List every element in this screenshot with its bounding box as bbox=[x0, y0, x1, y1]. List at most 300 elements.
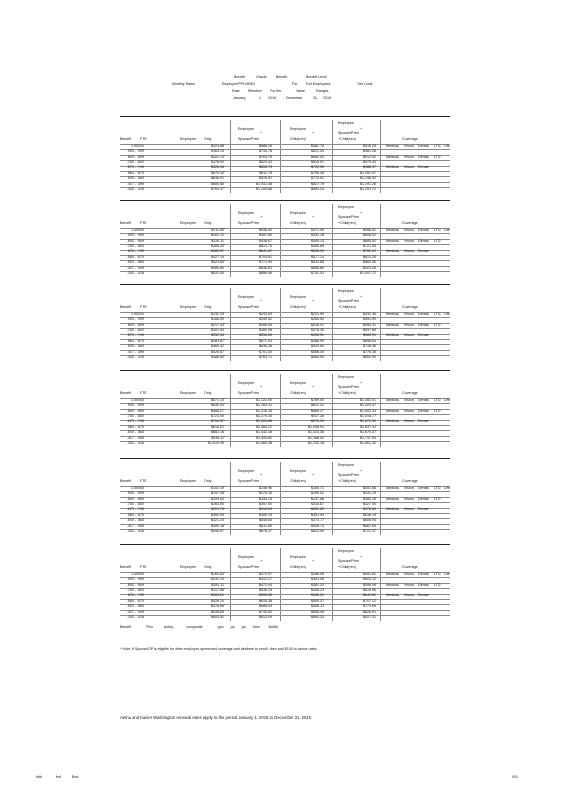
employee-spouse-rate: $571.53 bbox=[259, 338, 272, 343]
fte-range: 1.00000 bbox=[131, 311, 144, 316]
header-line3-e: Ranges bbox=[316, 89, 329, 93]
table-row bbox=[120, 323, 450, 328]
employee-only-rate: $764.57 bbox=[211, 419, 224, 424]
spouse-label-mid: + bbox=[260, 559, 263, 563]
table-row bbox=[120, 339, 450, 344]
employee-family-rate: $860.50 bbox=[363, 260, 376, 265]
employee-child-rate: $616.91 bbox=[311, 159, 324, 164]
employee-only-rate: $426.10 bbox=[211, 598, 224, 603]
coverage-item: Dental, bbox=[418, 408, 430, 413]
employee-family-rate: $1,051.57 bbox=[360, 170, 376, 175]
employee-child-rate: $789.00 bbox=[311, 397, 324, 402]
child-label-bot: Child(ren) bbox=[290, 479, 306, 483]
employee-family-rate: $667.69 bbox=[363, 523, 376, 528]
employee-family-rate: $476.66 bbox=[363, 507, 376, 512]
employee-spouse-rate: $836.61 bbox=[259, 265, 272, 270]
fte-range: .330 - .416 bbox=[126, 354, 144, 359]
rate-block bbox=[120, 200, 450, 279]
employee-family-rate: $491.62 bbox=[363, 571, 376, 576]
child-label-mid: + bbox=[312, 473, 315, 477]
employee-only-rate: $571.10 bbox=[211, 397, 224, 402]
block-top-rule bbox=[120, 284, 450, 285]
employee-child-rate: $316.67 bbox=[311, 501, 324, 506]
employee-family-rate: $606.02 bbox=[363, 233, 376, 238]
employee-only-label-top: Employee bbox=[180, 391, 196, 395]
employee-only-rate: $157.08 bbox=[211, 491, 224, 496]
coverage-item: Medical, bbox=[386, 507, 400, 512]
fte-range: 1.00000 bbox=[131, 397, 144, 402]
employee-family-rate: $852.90 bbox=[363, 354, 376, 359]
table-row bbox=[120, 588, 450, 593]
start-year: 2016 bbox=[268, 96, 276, 100]
family-label-mid: + bbox=[360, 295, 363, 299]
child-label-bot: Child(ren) bbox=[290, 565, 306, 569]
coverage-item: LTD bbox=[434, 238, 441, 243]
end-month: December bbox=[286, 96, 303, 100]
coverage-item: Medical, bbox=[386, 496, 400, 501]
child-label-mid: + bbox=[312, 299, 315, 303]
family-label-top: Employee bbox=[338, 289, 354, 293]
employee-child-rate: $889.27 bbox=[311, 408, 324, 413]
employee-spouse-rate: $536.00 bbox=[259, 227, 272, 232]
fte-range: .417 - .499 bbox=[126, 609, 144, 614]
fte-range: .584 - .670 bbox=[126, 424, 144, 429]
coverage-item: LTD, bbox=[434, 571, 442, 576]
header-line3-a: Rate bbox=[232, 89, 240, 93]
table-row bbox=[120, 529, 450, 534]
table-row bbox=[120, 610, 450, 615]
table-row bbox=[120, 182, 450, 187]
employee-only-rate: $478.66 bbox=[211, 604, 224, 609]
employee-family-rate: $331.19 bbox=[363, 491, 376, 496]
employee-only-rate: $162.63 bbox=[211, 571, 224, 576]
employee-spouse-rate: $1,493.82 bbox=[256, 435, 272, 440]
coverage-item: Medical, bbox=[386, 571, 400, 576]
table-row bbox=[120, 160, 450, 165]
table-row bbox=[120, 355, 450, 360]
block-top-rule bbox=[120, 544, 450, 545]
employee-spouse-rate: $686.03 bbox=[259, 604, 272, 609]
employee-only-rate: $570.10 bbox=[211, 170, 224, 175]
employee-child-rate: $237.86 bbox=[311, 496, 324, 501]
table-row bbox=[120, 239, 450, 244]
coverage-item: Vision, bbox=[404, 154, 415, 159]
fte-range: .670 - .749 bbox=[126, 165, 144, 170]
table-row bbox=[120, 420, 450, 425]
coverage-item: Medical, bbox=[386, 593, 400, 598]
employee-spouse-rate: $398.59 bbox=[259, 322, 272, 327]
employee-family-rate: $536.19 bbox=[363, 512, 376, 517]
coverage-item: Vision, bbox=[404, 165, 415, 170]
coverage-item: Vision, bbox=[404, 397, 415, 402]
fte-range: .800 - .899 bbox=[126, 408, 144, 413]
employee-spouse-rate: $833.79 bbox=[259, 165, 272, 170]
employee-spouse-rate: $373.97 bbox=[259, 571, 272, 576]
coverage-item: Dental, bbox=[418, 227, 430, 232]
fte-range: .800 - .899 bbox=[126, 154, 144, 159]
employee-spouse-rate: $886.59 bbox=[259, 270, 272, 275]
header-line3-d: Value bbox=[296, 89, 305, 93]
footer-left3: Bnd bbox=[72, 775, 79, 779]
footer-left2: fed bbox=[56, 775, 61, 779]
coverage-item: LTD bbox=[434, 322, 441, 327]
coverage-item: Medical, bbox=[386, 311, 400, 316]
spouse-label-bot: Spouse/Prtnr bbox=[238, 305, 259, 309]
employee-only-rate: $383.67 bbox=[211, 338, 224, 343]
coverage-item: Dental bbox=[418, 333, 429, 338]
footer-left1: hbb bbox=[36, 775, 42, 779]
employee-child-rate: $361.33 bbox=[311, 582, 324, 587]
coverage-item: Medical, bbox=[386, 333, 400, 338]
coverage-item: Life bbox=[444, 571, 450, 576]
coverage-item: Life bbox=[444, 311, 450, 316]
employee-only-rate: $232.10 bbox=[211, 577, 224, 582]
child-label-mid: + bbox=[312, 131, 315, 135]
coverage-item: Medical, bbox=[386, 154, 400, 159]
legend-t7: pp bbox=[241, 625, 246, 629]
employee-child-rate: $231.90 bbox=[311, 311, 324, 316]
coverage-item: Vision, bbox=[404, 408, 415, 413]
employee-child-rate: $1,168.02 bbox=[308, 435, 324, 440]
spouse-label-mid: + bbox=[260, 131, 263, 135]
employee-child-rate: $893.24 bbox=[311, 186, 324, 191]
employee-spouse-rate: $636.38 bbox=[259, 344, 272, 349]
employee-only-rate: $523.60 bbox=[211, 260, 224, 265]
legend-t4: composite bbox=[186, 625, 203, 629]
employee-child-rate: $556.13 bbox=[311, 604, 324, 609]
fte-range: .330 - .416 bbox=[126, 528, 144, 533]
child-label-mid: + bbox=[312, 215, 315, 219]
spouse-label-top: Employee bbox=[238, 127, 254, 131]
fte-label: Benefit bbox=[120, 565, 132, 569]
child-label-bot: Child(ren) bbox=[290, 221, 306, 225]
table-row bbox=[120, 228, 450, 233]
fte-range: .500 - .583 bbox=[126, 518, 144, 523]
table-row bbox=[120, 312, 450, 317]
family-label-bot: Spouse/Prtnr bbox=[338, 385, 359, 389]
coverage-item: Vision, bbox=[404, 593, 415, 598]
employee-family-rate: $718.36 bbox=[363, 344, 376, 349]
coverage-item: Medical, bbox=[386, 143, 400, 148]
employee-only-rate: $816.01 bbox=[211, 424, 224, 429]
spouse-label-top: Employee bbox=[238, 469, 254, 473]
employee-child-rate: $796.38 bbox=[311, 170, 324, 175]
coverage-item: Dental, bbox=[418, 582, 430, 587]
child-label-top: Employee bbox=[290, 211, 306, 215]
coverage-item: Medical, bbox=[386, 227, 400, 232]
employee-child-rate: $265.50 bbox=[311, 317, 324, 322]
employee-only-rate: $723.00 bbox=[211, 413, 224, 418]
spouse-label-bot: Spouse/Prtnr bbox=[238, 137, 259, 141]
table-row bbox=[120, 486, 450, 491]
family-label-bot2: +Child(ren) bbox=[338, 479, 356, 483]
employee-only-rate: $262.10 bbox=[211, 233, 224, 238]
fte-range: .500 - .583 bbox=[126, 176, 144, 181]
coverage-label: Coverage bbox=[402, 221, 418, 225]
child-label-top: Employee bbox=[290, 555, 306, 559]
employee-family-rate: $975.43 bbox=[363, 159, 376, 164]
employee-family-rate: $643.60 bbox=[363, 593, 376, 598]
table-row bbox=[120, 328, 450, 333]
coverage-item: Medical, bbox=[386, 238, 400, 243]
coverage-item: Vision, bbox=[404, 485, 415, 490]
start-month: January bbox=[233, 96, 246, 100]
table-row bbox=[120, 334, 450, 339]
fte-label: Benefit bbox=[120, 221, 132, 225]
family-label-bot2: +Child(ren) bbox=[338, 221, 356, 225]
employee-family-rate: $1,737.53 bbox=[360, 435, 376, 440]
fte-label: Benefit bbox=[120, 391, 132, 395]
end-year: 2016 bbox=[323, 96, 331, 100]
fte-label: Benefit bbox=[120, 479, 132, 483]
employee-child-rate: $436.91 bbox=[311, 333, 324, 338]
employee-only-rate: $326.11 bbox=[211, 238, 224, 243]
employee-family-rate: $615.96 bbox=[363, 587, 376, 592]
employee-family-rate: $826.91 bbox=[363, 609, 376, 614]
employee-spouse-rate: $293.09 bbox=[259, 311, 272, 316]
block-top-rule bbox=[120, 200, 450, 201]
employee-family-rate: $923.26 bbox=[363, 265, 376, 270]
coverage-label: Coverage bbox=[402, 305, 418, 309]
employee-child-rate: $401.94 bbox=[311, 512, 324, 517]
legend-line bbox=[120, 626, 278, 630]
fte-label: Benefit bbox=[120, 305, 132, 309]
employee-only-rate: $546.67 bbox=[211, 528, 224, 533]
coverage-item: Vision, bbox=[404, 143, 415, 148]
pct-label: FTE bbox=[140, 221, 147, 225]
spouse-label-top: Employee bbox=[238, 295, 254, 299]
child-label-bot: Child(ren) bbox=[290, 305, 306, 309]
spouse-label-mid: + bbox=[260, 385, 263, 389]
family-label-bot2: +Child(ren) bbox=[338, 305, 356, 309]
employee-spouse-rate: $334.15 bbox=[259, 496, 272, 501]
fte-range: .800 - .899 bbox=[126, 582, 144, 587]
fte-range: .584 - .670 bbox=[126, 512, 144, 517]
fte-range: .584 - .670 bbox=[126, 170, 144, 175]
employee-child-rate: $577.14 bbox=[311, 254, 324, 259]
table-row bbox=[120, 187, 450, 192]
fte-range: .800 - .899 bbox=[126, 322, 144, 327]
employee-child-rate: $378.30 bbox=[311, 327, 324, 332]
table-row bbox=[120, 149, 450, 154]
table-row bbox=[120, 508, 450, 513]
block-top-rule bbox=[120, 116, 450, 117]
fte-range: .800 - .899 bbox=[126, 496, 144, 501]
coverage-label: Coverage bbox=[402, 479, 418, 483]
employee-child-rate: $606.06 bbox=[311, 609, 324, 614]
table-row bbox=[120, 518, 450, 523]
coverage-item: LTD bbox=[434, 408, 441, 413]
employee-family-rate: $773.69 bbox=[363, 604, 376, 609]
employee-child-rate: $303.96 bbox=[311, 577, 324, 582]
employee-spouse-rate: $616.38 bbox=[259, 598, 272, 603]
employee-child-rate: $409.13 bbox=[311, 238, 324, 243]
family-label-top: Employee bbox=[338, 463, 354, 467]
employee-spouse-rate: $1,432.36 bbox=[256, 430, 272, 435]
coverage-item: Dental bbox=[418, 593, 429, 598]
employee-family-rate: $813.26 bbox=[363, 254, 376, 259]
spouse-label-mid: + bbox=[260, 473, 263, 477]
fte-range: .417 - .499 bbox=[126, 181, 144, 186]
table-row bbox=[120, 604, 450, 609]
employee-spouse-rate: $397.00 bbox=[259, 501, 272, 506]
employee-family-rate: $927.31 bbox=[363, 614, 376, 619]
legend-t6: pp bbox=[230, 625, 235, 629]
employee-child-rate: $660.90 bbox=[311, 354, 324, 359]
coverage-item: Medical, bbox=[386, 397, 400, 402]
employee-only-rate: $882.16 bbox=[211, 430, 224, 435]
employee-family-rate: $656.64 bbox=[363, 338, 376, 343]
employee-spouse-rate: $1,122.00 bbox=[256, 397, 272, 402]
legend-t8: hmo bbox=[252, 625, 260, 629]
fte-range: .584 - .670 bbox=[126, 338, 144, 343]
employee-only-rate: $301.76 bbox=[211, 507, 224, 512]
employee-only-rate: $301.50 bbox=[211, 327, 224, 332]
employee-child-rate: $976.99 bbox=[311, 419, 324, 424]
table-row bbox=[120, 244, 450, 249]
fte-label: Benefit bbox=[120, 137, 132, 141]
coverage-item: Dental bbox=[418, 249, 429, 254]
fte-range: .750 - .800 bbox=[126, 327, 144, 332]
employee-family-rate: $605.94 bbox=[363, 518, 376, 523]
family-label-bot2: +Child(ren) bbox=[338, 565, 356, 569]
employee-only-label-bot: Only bbox=[204, 305, 212, 309]
employee-child-rate: $199.02 bbox=[311, 491, 324, 496]
coverage-item: Vision, bbox=[404, 496, 415, 501]
employee-family-rate: $1,007.72 bbox=[360, 270, 376, 275]
coverage-item: Medical, bbox=[386, 322, 400, 327]
employee-family-rate: $981.26 bbox=[363, 149, 376, 154]
employee-spouse-rate: $548.64 bbox=[259, 518, 272, 523]
fte-range: .900 - .999 bbox=[126, 491, 144, 496]
rate-block bbox=[120, 370, 450, 449]
employee-spouse-rate: $763.71 bbox=[259, 354, 272, 359]
child-label-top: Employee bbox=[290, 469, 306, 473]
employee-only-rate: $478.00 bbox=[211, 159, 224, 164]
employee-child-rate: $538.73 bbox=[311, 523, 324, 528]
header-right-label: Tier Code bbox=[357, 82, 373, 86]
fte-range: 1.00000 bbox=[131, 143, 144, 148]
table-row bbox=[120, 572, 450, 577]
employee-spouse-rate: $813.09 bbox=[259, 614, 272, 619]
pct-label: FTE bbox=[140, 391, 147, 395]
employee-family-rate: $1,420.37 bbox=[360, 403, 376, 408]
table-row bbox=[120, 317, 450, 322]
employee-only-rate: $324.88 bbox=[211, 143, 224, 148]
start-day: 1, bbox=[259, 96, 262, 100]
rate-block bbox=[120, 116, 450, 195]
header-left-label: Monthly Rates bbox=[172, 82, 195, 86]
table-row bbox=[120, 255, 450, 260]
employee-only-rate: $421.24 bbox=[211, 518, 224, 523]
employee-child-rate: $392.18 bbox=[311, 233, 324, 238]
table-row bbox=[120, 166, 450, 171]
table-row bbox=[120, 144, 450, 149]
employee-only-rate: $363.19 bbox=[211, 149, 224, 154]
employee-only-rate: $363.61 bbox=[211, 593, 224, 598]
legend-t5: ppo bbox=[217, 625, 224, 629]
employee-family-rate: $503.12 bbox=[363, 577, 376, 582]
coverage-item: Vision, bbox=[404, 333, 415, 338]
employee-only-rate: $217.93 bbox=[211, 322, 224, 327]
table-row bbox=[120, 425, 450, 430]
coverage-item: Vision, bbox=[404, 507, 415, 512]
employee-only-rate: $680.80 bbox=[211, 181, 224, 186]
fte-range: .417 - .499 bbox=[126, 435, 144, 440]
employee-child-rate: $473.77 bbox=[311, 518, 324, 523]
employee-spouse-rate: $820.43 bbox=[259, 159, 272, 164]
employee-only-rate: $936.11 bbox=[211, 435, 224, 440]
employee-child-rate: $633.68 bbox=[311, 260, 324, 265]
employee-child-rate: $686.80 bbox=[311, 265, 324, 270]
fte-range: .750 - .800 bbox=[126, 159, 144, 164]
fte-range: .750 - .800 bbox=[126, 413, 144, 418]
legend-t9: ltd/life bbox=[268, 625, 278, 629]
employee-only-rate: $586.80 bbox=[211, 265, 224, 270]
family-label-mid: + bbox=[360, 555, 363, 559]
employee-only-label-bot: Only bbox=[204, 221, 212, 225]
employee-child-rate: $1,103.36 bbox=[308, 430, 324, 435]
employee-child-rate: $821.31 bbox=[311, 403, 324, 408]
coverage-label: Coverage bbox=[402, 137, 418, 141]
table-row bbox=[120, 176, 450, 181]
family-label-mid: + bbox=[360, 127, 363, 131]
table-row bbox=[120, 441, 450, 446]
employee-child-rate: $486.90 bbox=[311, 338, 324, 343]
end-day: 31, bbox=[313, 96, 318, 100]
footer-page: 001 bbox=[512, 775, 518, 779]
table-row bbox=[120, 171, 450, 176]
employee-only-rate: $209.63 bbox=[211, 496, 224, 501]
employee-spouse-rate: $538.15 bbox=[259, 587, 272, 592]
employee-family-rate: $722.05 bbox=[363, 243, 376, 248]
pct-label: FTE bbox=[140, 137, 147, 141]
child-label-bot: Child(ren) bbox=[290, 137, 306, 141]
employee-spouse-rate: $1,275.30 bbox=[256, 413, 272, 418]
employee-spouse-rate: $734.78 bbox=[259, 149, 272, 154]
rate-block bbox=[120, 284, 450, 363]
employee-only-label-top: Employee bbox=[180, 305, 196, 309]
employee-spouse-rate: $1,216.16 bbox=[256, 408, 272, 413]
coverage-item: LTD bbox=[434, 582, 441, 587]
family-label-bot2: +Child(ren) bbox=[338, 137, 356, 141]
employee-child-rate: $770.91 bbox=[311, 176, 324, 181]
employee-child-rate: $1,230.16 bbox=[308, 440, 324, 445]
employee-only-label-top: Employee bbox=[180, 565, 196, 569]
fte-range: .750 - .800 bbox=[126, 243, 144, 248]
fte-range: .670 - .749 bbox=[126, 249, 144, 254]
family-label-bot: Spouse/Prtnr bbox=[338, 473, 359, 477]
employee-child-rate: $316.91 bbox=[311, 322, 324, 327]
employee-family-rate: $432.36 bbox=[363, 311, 376, 316]
fte-range: .900 - .999 bbox=[126, 317, 144, 322]
employee-only-rate: $538.65 bbox=[211, 609, 224, 614]
employee-only-rate: $132.39 bbox=[211, 311, 224, 316]
fte-range: .670 - .749 bbox=[126, 419, 144, 424]
employee-only-rate: $525.67 bbox=[211, 349, 224, 354]
table-row bbox=[120, 430, 450, 435]
spouse-label-mid: + bbox=[260, 299, 263, 303]
table-row bbox=[120, 344, 450, 349]
fte-range: .900 - .999 bbox=[126, 149, 144, 154]
coverage-item: Vision, bbox=[404, 249, 415, 254]
employee-family-rate: $558.09 bbox=[363, 582, 376, 587]
fte-range: .670 - .749 bbox=[126, 507, 144, 512]
child-label-top: Employee bbox=[290, 127, 306, 131]
table-row bbox=[120, 409, 450, 414]
spouse-label-top: Employee bbox=[238, 211, 254, 215]
spouse-footnote: * Note: If Spouse/DP is eligible for other employer-sponsored coverage and declines to enroll, then add $100 to above rates. bbox=[120, 647, 318, 651]
